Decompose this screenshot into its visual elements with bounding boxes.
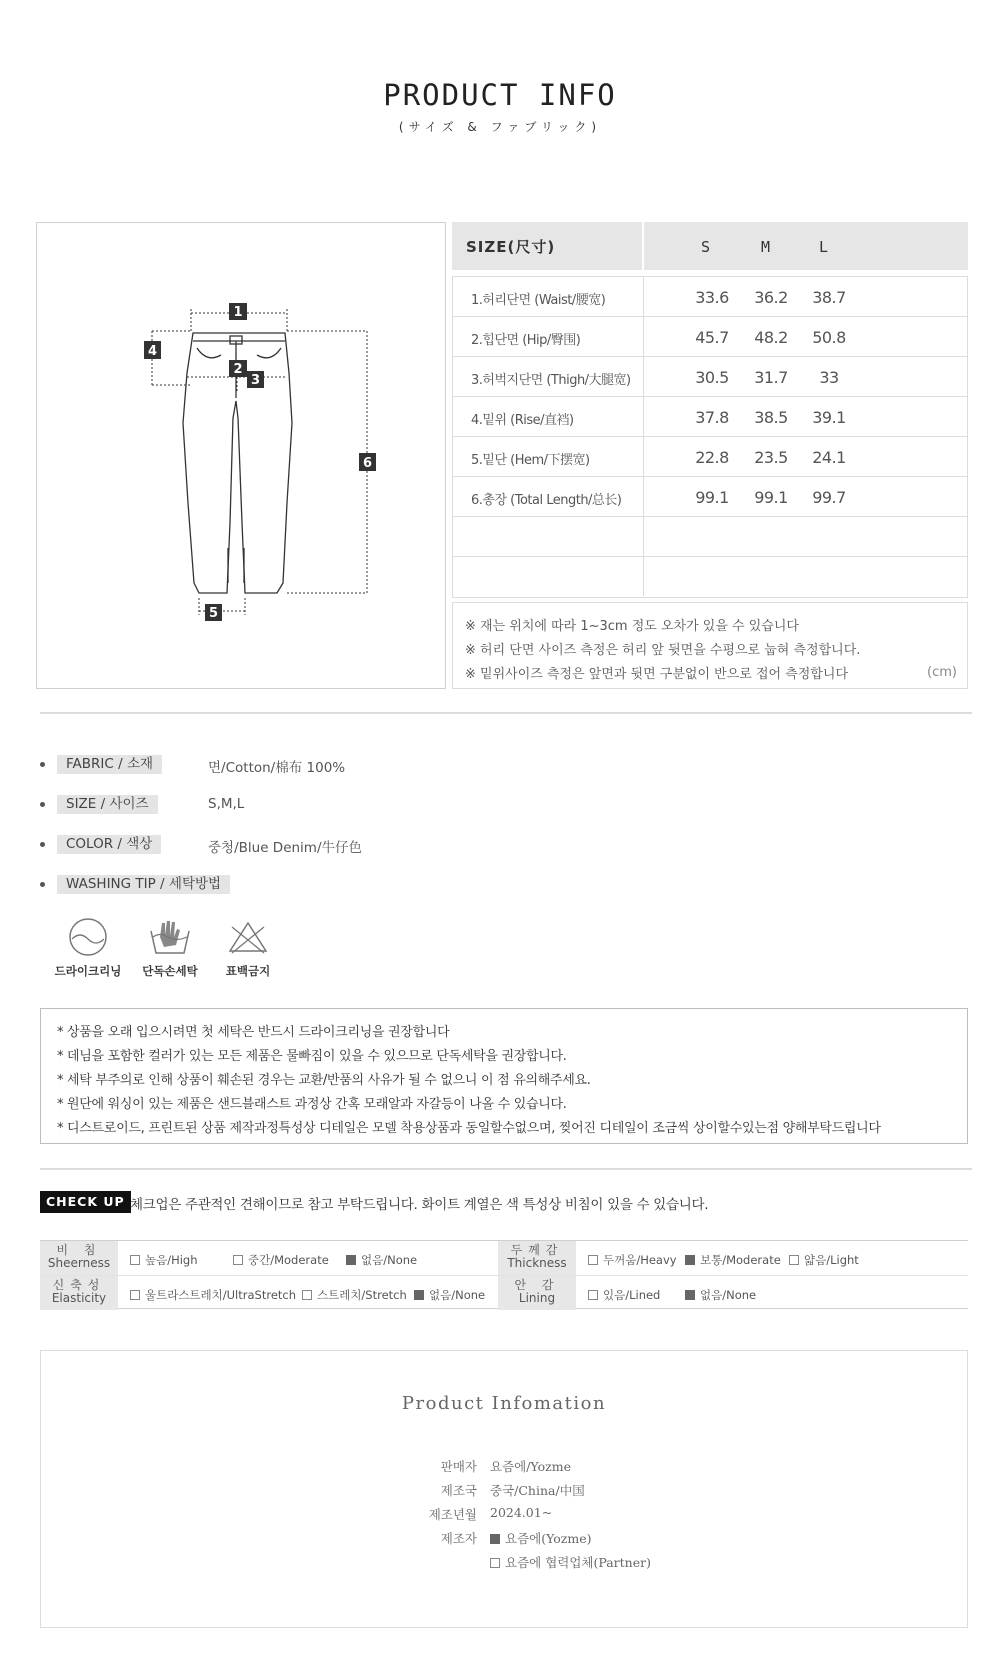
lining-lined: 있음/Lined bbox=[588, 1287, 660, 1303]
maker-partner: 요즘에 협력업체(Partner) bbox=[490, 1553, 651, 1571]
marker-3: 3 bbox=[250, 373, 261, 388]
elasticity-stretch: 스트레치/Stretch bbox=[302, 1287, 407, 1303]
sheerness-none: 없음/None bbox=[346, 1252, 417, 1268]
wash-hand-wash: 단독손세탁 bbox=[130, 917, 210, 979]
elasticity-ultrastretch: 울트라스트레치/UltraStretch bbox=[130, 1287, 296, 1303]
care-notes: * 상품을 오래 입으시려면 첫 세탁은 반드시 드라이크리닝을 권장합니다 * 데님을 포함한 컬러가 있는 모든 제품은 물빠짐이 있을 수 있으므로 단독세탁을 권장합니다. * 세탁 부주의로 인해 상품이 훼손된 경우는 교환/반품의 사유가 될 수 없으니 이 점 유의해주세요. * 원단에 워싱이 있는 제품은 샌드블래스트 과정상 간혹 모래알과 자갈등이 나올 수 있습니다. * 디스트로이드, 프린트된 상품 제작과정특성상 디테일은 모델 착용상품과 동일할수없으며, 찢어진 디테일이 조금씩 상이할수있는점 양해부탁드립니다 bbox=[40, 1008, 968, 1144]
marker-5: 5 bbox=[208, 606, 219, 621]
elasticity-header: 신축성 Elasticity bbox=[40, 1276, 118, 1310]
page-title: PRODUCT INFO bbox=[383, 78, 617, 112]
table-row: 4.밑위 (Rise/直裆) 37.8 38.5 39.1 bbox=[453, 397, 967, 437]
page-subtitle: (サイズ & ファブリック) bbox=[398, 120, 602, 134]
sheerness-header: 비 침 Sheerness bbox=[40, 1241, 118, 1275]
size-col-s: S bbox=[701, 238, 711, 256]
marker-6: 6 bbox=[362, 456, 373, 471]
divider bbox=[40, 712, 972, 714]
wash-no-bleach: 표백금지 bbox=[208, 917, 288, 979]
dry-clean-icon bbox=[66, 917, 110, 957]
thickness-moderate: 보통/Moderate bbox=[685, 1252, 781, 1268]
pants-diagram bbox=[36, 222, 446, 689]
marker-4: 4 bbox=[147, 344, 158, 359]
size-head-label: SIZE(尺寸) bbox=[466, 238, 556, 256]
marker-1: 1 bbox=[233, 305, 243, 320]
checkup-row bbox=[40, 1241, 968, 1275]
size-col-m: M bbox=[761, 238, 771, 256]
sheerness-moderate: 중간/Moderate bbox=[233, 1252, 329, 1268]
lining-header: 안 감 Lining bbox=[498, 1276, 576, 1310]
table-row: 6.총장 (Total Length/总长) 99.1 99.1 99.7 bbox=[453, 477, 967, 517]
elasticity-none: 없음/None bbox=[414, 1287, 485, 1303]
table-row-empty bbox=[453, 557, 967, 597]
checkup-row bbox=[40, 1275, 968, 1309]
thickness-heavy: 두꺼움/Heavy bbox=[588, 1252, 677, 1268]
divider bbox=[40, 1168, 972, 1170]
table-row: 3.허벅지단면 (Thigh/大腿宽) 30.5 31.7 33 bbox=[453, 357, 967, 397]
checkup-text: 체크업은 주관적인 견해이므로 참고 부탁드립니다. 화이트 계열은 색 특성상 비침이 있을 수 있습니다. bbox=[130, 1197, 709, 1213]
product-information: Product Infomation 판매자 요즘에/Yozme 제조국 중국/China/中国 제조년월 2024.01~ 제조자 요즘에(Yozme) 요즘에 협력업체(Partner) bbox=[40, 1350, 968, 1628]
hand-wash-icon bbox=[148, 917, 192, 957]
size-table-header bbox=[452, 222, 968, 270]
checkup-badge: CHECK UP bbox=[40, 1191, 131, 1213]
product-info-title: Product Infomation bbox=[401, 1393, 607, 1414]
table-row: 5.밑단 (Hem/下摆宽) 22.8 23.5 24.1 bbox=[453, 437, 967, 477]
maker-own: 요즘에(Yozme) bbox=[490, 1529, 592, 1547]
size-notes: ※ 재는 위치에 따라 1~3cm 정도 오차가 있을 수 있습니다 ※ 허리 단면 사이즈 측정은 허리 앞 뒷면을 수평으로 눕혀 측정합니다. ※ 밑위사이즈 측정은 앞면과 뒷면 구분없이 반으로 접어 측정합니다 (cm) bbox=[452, 602, 968, 689]
sheerness-high: 높음/High bbox=[130, 1252, 198, 1268]
table-row-empty bbox=[453, 517, 967, 557]
measure-markers bbox=[144, 303, 376, 621]
pants-outline-icon bbox=[37, 223, 447, 690]
size-col-l: L bbox=[819, 238, 829, 256]
thickness-light: 얇음/Light bbox=[789, 1252, 859, 1268]
unit-label: (cm) bbox=[927, 665, 957, 680]
wash-dry-clean: 드라이크리닝 bbox=[48, 917, 128, 979]
no-bleach-icon bbox=[226, 917, 270, 957]
thickness-header: 두께감 Thickness bbox=[498, 1241, 576, 1275]
table-row: 2.힙단면 (Hip/臀围) 45.7 48.2 50.8 bbox=[453, 317, 967, 357]
checkup-table bbox=[40, 1240, 968, 1309]
marker-2: 2 bbox=[233, 362, 243, 377]
lining-none: 없음/None bbox=[685, 1287, 756, 1303]
size-table-body bbox=[452, 276, 968, 598]
table-row: 1.허리단면 (Waist/腰宽) 33.6 36.2 38.7 bbox=[453, 277, 967, 317]
